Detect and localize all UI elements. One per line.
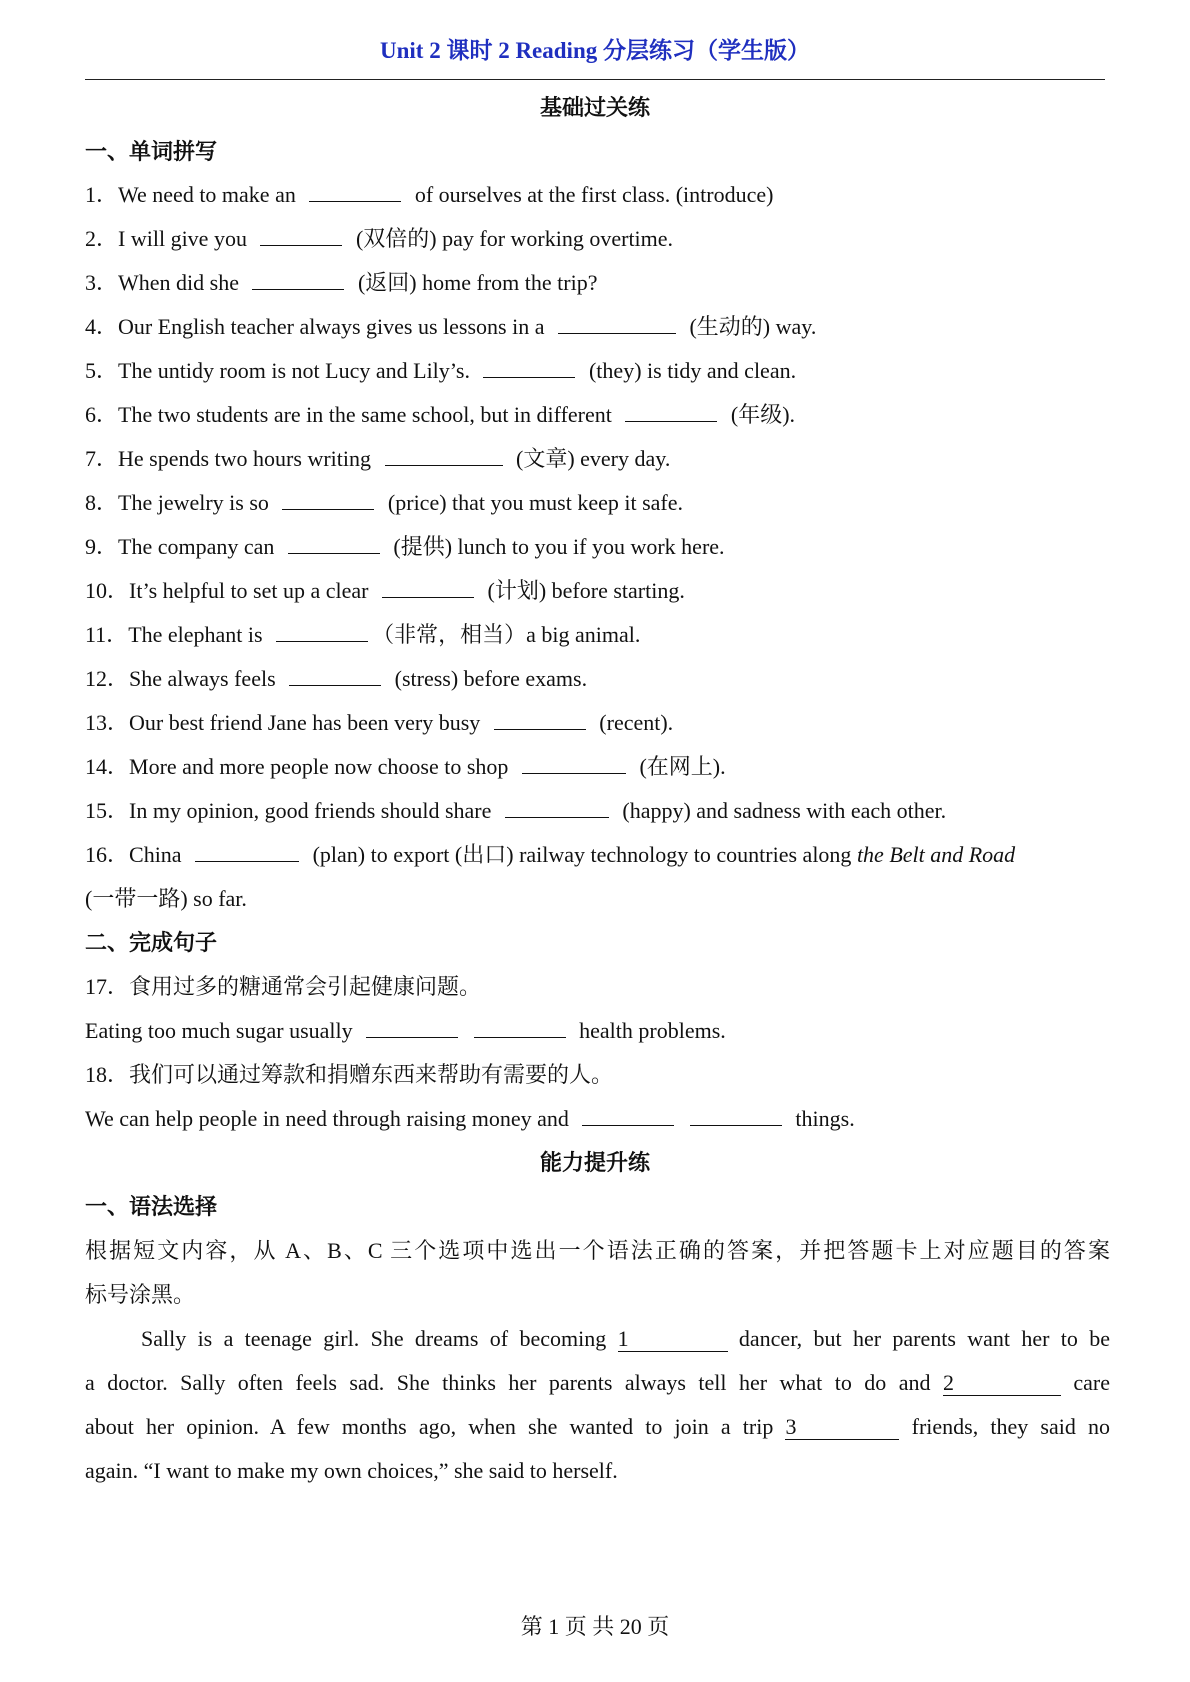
answer-blank[interactable] [382,577,474,598]
answer-blank[interactable] [474,1017,566,1038]
question-2: 2．I will give you (双倍的) pay for working overtime. [85,226,674,251]
answer-blank[interactable] [195,841,299,862]
question-9: 9．The company can (提供) lunch to you if you work here. [85,534,725,559]
question-16-continued: (一带一路) so far. [85,886,247,911]
passage-line-1: Sally is a teenage girl. She dreams of becoming 1 dancer, but her parents want her to be [141,1326,1110,1351]
numbered-blank-1[interactable]: 1 [618,1327,728,1352]
answer-blank[interactable] [494,709,586,730]
page-title: Unit 2 课时 2 Reading 分层练习（学生版） [380,38,810,63]
question-5: 5．The untidy room is not Lucy and Lily’s. (they) is tidy and clean. [85,358,797,383]
passage-line-4: again. “I want to make my own choices,” she said to herself. [85,1458,618,1483]
section-complete-sentences: 二、完成句子 [85,930,218,955]
answer-blank[interactable] [690,1105,782,1126]
answer-blank[interactable] [309,181,401,202]
question-14: 14．More and more people now choose to shop (在网上). [85,754,726,779]
numbered-blank-3[interactable]: 3 [785,1415,899,1440]
instruction-line-2: 标号涂黑。 [85,1282,196,1307]
answer-blank[interactable] [282,489,374,510]
answer-blank[interactable] [385,445,503,466]
answer-blank[interactable] [522,753,626,774]
question-17: Eating too much sugar usually health problems. [85,1018,726,1043]
answer-blank[interactable] [366,1017,458,1038]
question-17-prompt: 17．食用过多的糖通常会引起健康问题。 [85,974,482,999]
answer-blank[interactable] [260,225,342,246]
passage-line-3: about her opinion. A few months ago, when she wanted to join a trip 3 friends, they said no [85,1414,1111,1439]
answer-blank[interactable] [276,621,368,642]
question-7: 7．He spends two hours writing (文章) every day. [85,446,671,471]
answer-blank[interactable] [582,1105,674,1126]
question-13: 13．Our best friend Jane has been very busy (recent). [85,710,674,735]
question-18: We can help people in need through raising money and things. [85,1106,855,1131]
question-15: 15．In my opinion, good friends should share (happy) and sadness with each other. [85,798,947,823]
answer-blank[interactable] [289,665,381,686]
section-heading-basic: 基础过关练 [539,95,650,120]
answer-blank[interactable] [483,357,575,378]
question-6: 6．The two students are in the same school, but in different (年级). [85,402,796,427]
question-18-prompt: 18．我们可以通过筹款和捐赠东西来帮助有需要的人。 [85,1062,614,1087]
answer-blank[interactable] [288,533,380,554]
question-1: 1．We need to make an of ourselves at the first class. (introduce) [85,182,774,207]
passage-line-2: a doctor. Sally often feels sad. She thinks her parents always tell her what to do and 2 care [85,1370,1111,1395]
section-word-spelling: 一、单词拼写 [85,139,218,164]
section-heading-advanced: 能力提升练 [539,1150,650,1175]
answer-blank[interactable] [505,797,609,818]
section-grammar-choice: 一、语法选择 [85,1194,218,1219]
question-8: 8．The jewelry is so (price) that you must keep it safe. [85,490,683,515]
answer-blank[interactable] [625,401,717,422]
header-divider [85,79,1105,80]
page-number: 第 1 页 共 20 页 [520,1614,670,1639]
answer-blank[interactable] [252,269,344,290]
question-12: 12．She always feels (stress) before exams. [85,666,588,691]
question-11: 11．The elephant is （非常，相当）a big animal. [85,622,641,647]
question-16: 16．China (plan) to export (出口) railway technology to countries along the Belt and Road [85,842,1016,867]
instruction-line-1: 根据短文内容，从 A、B、C 三个选项中选出一个语法正确的答案，并把答题卡上对应题目的答案 [85,1238,1110,1263]
question-3: 3．When did she (返回) home from the trip? [85,270,598,295]
numbered-blank-2[interactable]: 2 [943,1371,1061,1396]
question-10: 10．It’s helpful to set up a clear (计划) before starting. [85,578,685,603]
answer-blank[interactable] [558,313,676,334]
question-4: 4．Our English teacher always gives us lessons in a (生动的) way. [85,314,817,339]
